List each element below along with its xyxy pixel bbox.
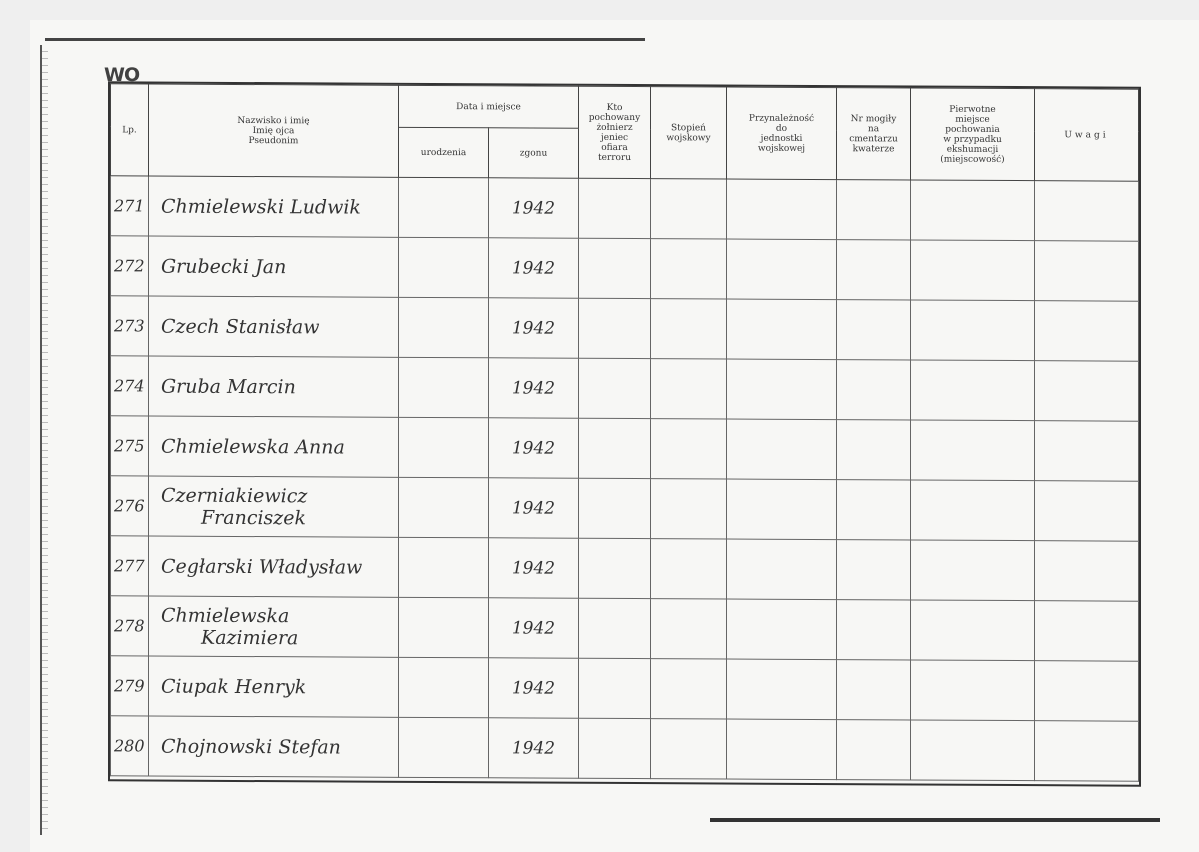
row-grave	[837, 600, 911, 660]
row-number: 279	[111, 656, 149, 716]
row-remarks	[1035, 721, 1139, 782]
row-unit	[727, 239, 837, 300]
row-remarks	[1035, 421, 1139, 482]
name-line-2: Franciszek	[201, 506, 307, 529]
row-remarks	[1035, 481, 1139, 542]
row-number: 271	[111, 176, 149, 236]
row-birth	[399, 597, 489, 657]
row-who	[579, 418, 651, 478]
table-row	[111, 536, 1139, 601]
row-original-burial	[911, 600, 1035, 661]
row-who	[579, 238, 651, 298]
row-remarks	[1035, 601, 1139, 662]
row-grave	[837, 240, 911, 300]
header-original-burial: Pierwotne miejsce pochowania w przypadku ekshumacji (miejscowość)	[911, 88, 1035, 181]
table-row	[111, 176, 1139, 241]
row-death: 1942	[489, 538, 579, 598]
row-number: 274	[111, 356, 149, 416]
name-line-1: Chmielewska	[161, 604, 290, 627]
table-row	[111, 416, 1139, 481]
row-death: 1942	[489, 298, 579, 358]
name-line-1: Grubecki Jan	[161, 255, 287, 278]
row-who	[579, 658, 651, 718]
row-death: 1942	[489, 718, 579, 778]
row-rank	[651, 479, 727, 539]
header-who-buried: Kto pochowany żołnierz jeniec ofiara terroru	[579, 86, 651, 178]
row-unit	[727, 479, 837, 540]
header-death: zgonu	[489, 128, 579, 178]
header-unit: Przynależność do jednostki wojskowej	[727, 87, 837, 180]
row-rank	[651, 719, 727, 779]
row-unit	[727, 539, 837, 600]
row-birth	[399, 537, 489, 597]
row-number: 280	[111, 716, 149, 776]
row-number: 272	[111, 236, 149, 296]
row-rank	[651, 599, 727, 659]
row-death: 1942	[489, 358, 579, 418]
name-line-1: Ciupak Henryk	[161, 675, 307, 698]
row-unit	[727, 599, 837, 660]
row-remarks	[1035, 181, 1139, 242]
table-row	[111, 296, 1139, 361]
row-original-burial	[911, 720, 1035, 781]
top-rule	[45, 38, 645, 41]
row-who	[579, 478, 651, 538]
row-original-burial	[911, 300, 1035, 361]
row-grave	[837, 300, 911, 360]
row-number: 275	[111, 416, 149, 476]
row-who	[579, 718, 651, 778]
name-line-1: Gruba Marcin	[161, 375, 296, 398]
table-row	[111, 356, 1139, 421]
row-rank	[651, 419, 727, 479]
row-number: 277	[111, 536, 149, 596]
row-death: 1942	[489, 178, 579, 238]
row-unit	[727, 299, 837, 360]
row-remarks	[1035, 361, 1139, 422]
row-death: 1942	[489, 598, 579, 658]
row-original-burial	[911, 420, 1035, 481]
binding-edge	[40, 45, 48, 835]
name-line-1: Chmielewski Ludwik	[161, 195, 361, 219]
row-rank	[651, 659, 727, 719]
row-original-burial	[911, 540, 1035, 601]
stamp-mark: WO	[104, 64, 140, 86]
row-name	[149, 176, 399, 237]
header-remarks: Uwagi	[1035, 89, 1139, 182]
row-birth	[399, 657, 489, 717]
row-rank	[651, 299, 727, 359]
header-name: Nazwisko i imię Imię ojca Pseudonim	[149, 84, 399, 177]
row-original-burial	[911, 360, 1035, 421]
row-original-burial	[911, 240, 1035, 301]
row-rank	[651, 539, 727, 599]
row-birth	[399, 477, 489, 537]
name-line-1: Chojnowski Stefan	[161, 735, 341, 759]
name-line-1: Czerniakiewicz	[161, 484, 308, 507]
row-original-burial	[911, 660, 1035, 721]
row-unit	[727, 419, 837, 480]
row-who	[579, 358, 651, 418]
row-rank	[651, 239, 727, 299]
row-grave	[837, 180, 911, 240]
table-row	[111, 476, 1139, 541]
row-who	[579, 538, 651, 598]
row-unit	[727, 719, 837, 780]
row-number: 273	[111, 296, 149, 356]
row-death: 1942	[489, 418, 579, 478]
name-line-1: Cegłarski Władysław	[161, 555, 363, 579]
header-grave-number: Nr mogiły na cmentarzu kwaterze	[837, 88, 911, 180]
row-unit	[727, 359, 837, 420]
header-lp: Lp.	[111, 84, 149, 176]
header-rank: Stopień wojskowy	[651, 87, 727, 179]
row-name	[149, 536, 399, 597]
row-death: 1942	[489, 238, 579, 298]
row-birth	[399, 417, 489, 477]
row-remarks	[1035, 301, 1139, 362]
row-birth	[399, 717, 489, 777]
row-name	[149, 716, 399, 777]
row-birth	[399, 237, 489, 297]
row-grave	[837, 420, 911, 480]
row-grave	[837, 480, 911, 540]
name-line-1: Chmielewska Anna	[161, 435, 345, 459]
row-who	[579, 178, 651, 238]
bottom-rule	[710, 818, 1160, 822]
row-name	[149, 596, 399, 657]
row-original-burial	[911, 480, 1035, 541]
row-name	[149, 656, 399, 717]
table-row	[111, 236, 1139, 301]
register-rows	[111, 176, 1139, 781]
row-name	[149, 356, 399, 417]
row-remarks	[1035, 541, 1139, 602]
name-line-1: Czech Stanisław	[161, 315, 320, 338]
row-who	[579, 598, 651, 658]
row-number: 276	[111, 476, 149, 536]
row-who	[579, 298, 651, 358]
burial-register-table	[108, 81, 1141, 786]
row-birth	[399, 357, 489, 417]
table-row	[111, 656, 1139, 721]
name-line-2: Kazimiera	[201, 626, 299, 649]
row-remarks	[1035, 241, 1139, 302]
row-death: 1942	[489, 658, 579, 718]
row-name	[149, 416, 399, 477]
row-grave	[837, 360, 911, 420]
row-name	[149, 236, 399, 297]
row-death: 1942	[489, 478, 579, 538]
row-grave	[837, 540, 911, 600]
row-original-burial	[911, 180, 1035, 241]
row-remarks	[1035, 661, 1139, 722]
row-name	[149, 296, 399, 357]
row-unit	[727, 659, 837, 720]
table-row	[111, 716, 1139, 781]
header-birth: urodzenia	[399, 127, 489, 177]
table-row	[111, 596, 1139, 661]
row-grave	[837, 660, 911, 720]
row-unit	[727, 179, 837, 240]
row-name	[149, 476, 399, 537]
row-number: 278	[111, 596, 149, 656]
header-date-place: Data i miejsce	[399, 85, 579, 128]
row-birth	[399, 297, 489, 357]
row-grave	[837, 720, 911, 780]
row-rank	[651, 179, 727, 239]
row-birth	[399, 177, 489, 237]
row-rank	[651, 359, 727, 419]
